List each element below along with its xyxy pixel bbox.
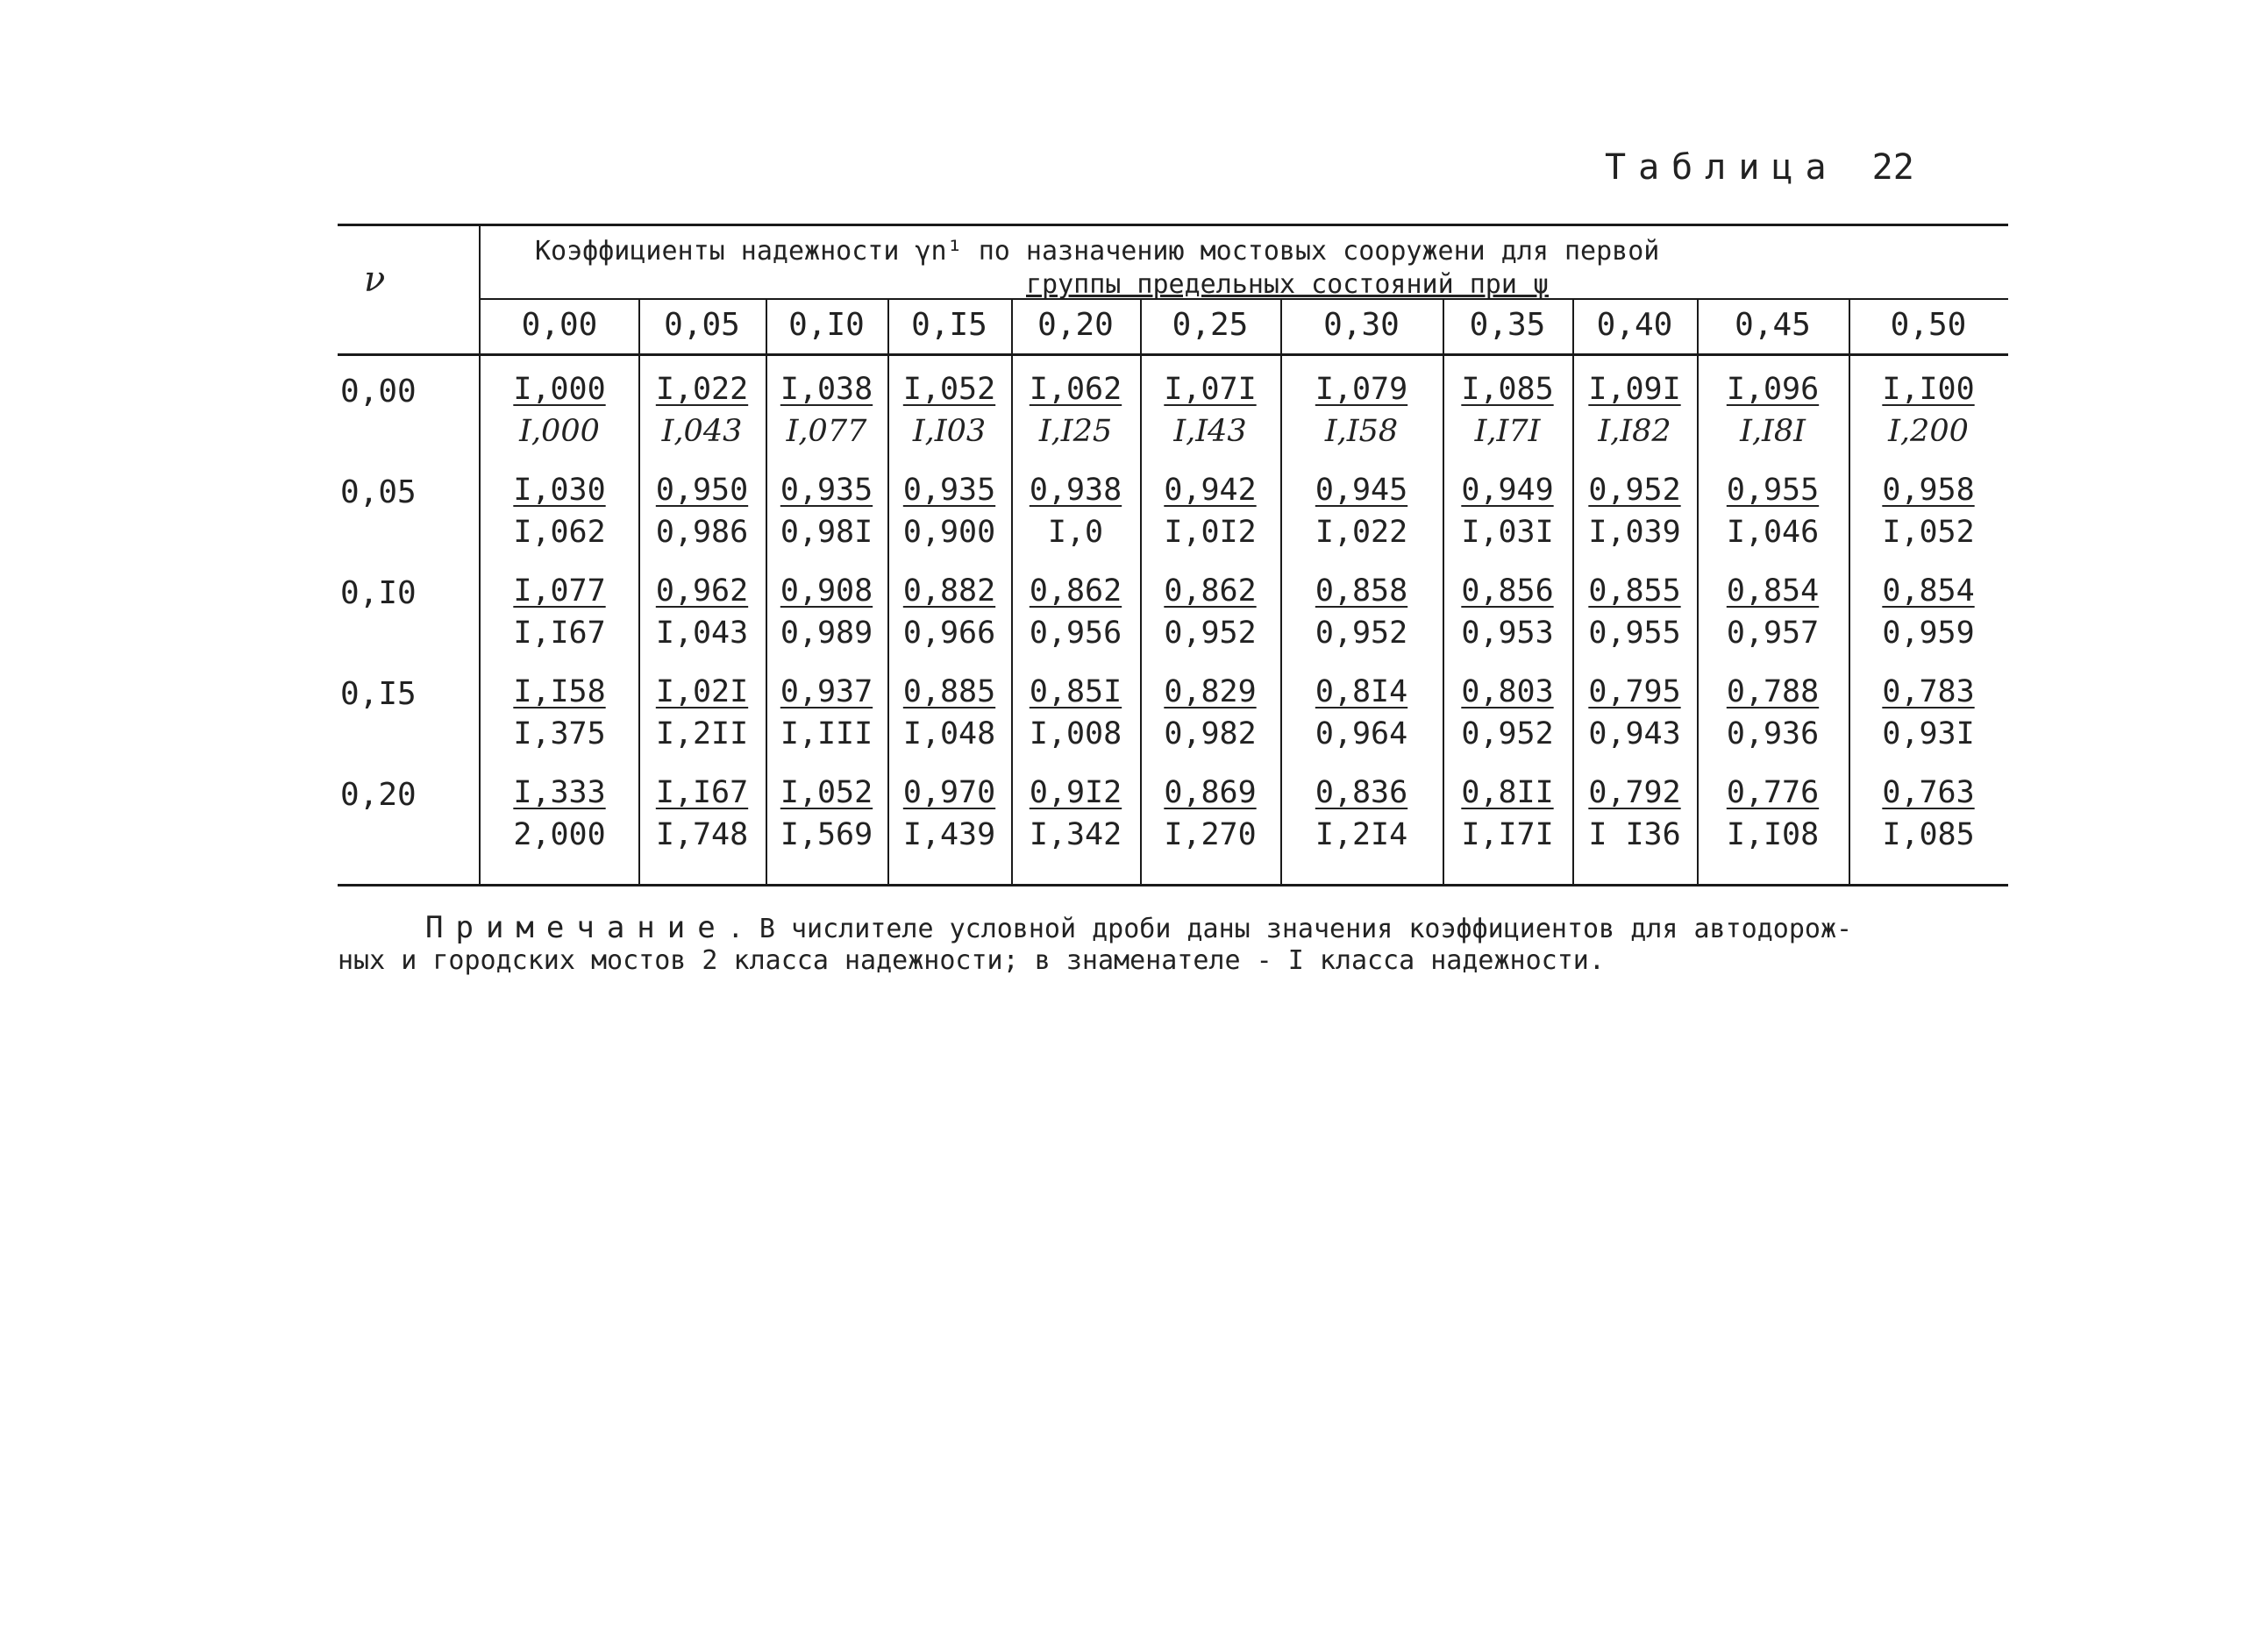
table-cell (1697, 772, 1849, 856)
table-cell (1572, 570, 1697, 654)
cell-denominator: I,048 (902, 716, 996, 751)
table-cell (1572, 671, 1697, 755)
cell-denominator: I,I7I (1461, 817, 1554, 852)
table-cell (1280, 469, 1443, 553)
table-cell (1697, 368, 1849, 452)
cell-denominator: I,000 (519, 414, 600, 449)
table-label-number: 22 (1871, 147, 1914, 188)
cell-numerator: I,052 (780, 775, 873, 810)
cell-numerator: 0,945 (1315, 473, 1408, 508)
cell-denominator: I,270 (1164, 817, 1257, 852)
table-cell (1011, 671, 1140, 755)
cell-denominator: 0,952 (1164, 616, 1257, 651)
cell-numerator: 0,962 (655, 573, 749, 609)
cell-numerator: 0,862 (1164, 573, 1257, 609)
cell-numerator: I,085 (1461, 372, 1554, 407)
table-cell (481, 368, 638, 452)
cell-denominator: I,569 (780, 817, 873, 852)
table-cell (1280, 671, 1443, 755)
table-cell (638, 469, 766, 553)
cell-numerator: 0,788 (1726, 674, 1820, 709)
cell-numerator: 0,9I2 (1029, 775, 1122, 810)
psi-header-cell: 0,25 (1172, 307, 1249, 343)
row-nu-label: 0,00 (340, 374, 417, 409)
table-label (1605, 147, 1914, 188)
cell-denominator: 0,959 (1882, 616, 1975, 651)
cell-numerator: I,077 (513, 573, 606, 609)
cell-denominator: I,0 (1047, 515, 1104, 550)
cell-numerator: 0,869 (1164, 775, 1257, 810)
table-cell (1849, 469, 2008, 553)
cell-numerator: 0,955 (1726, 473, 1820, 508)
cell-denominator: I,2II (655, 716, 749, 751)
cell-denominator: I,03I (1461, 515, 1554, 550)
cell-numerator: 0,803 (1461, 674, 1554, 709)
cell-numerator: 0,935 (780, 473, 873, 508)
cell-numerator: 0,854 (1882, 573, 1975, 609)
cell-denominator: 0,986 (655, 515, 749, 550)
cell-denominator: 0,956 (1029, 616, 1122, 651)
table-cell (766, 368, 887, 452)
cell-denominator: I,046 (1726, 515, 1820, 550)
cell-denominator: I,2I4 (1315, 817, 1408, 852)
table-cell (887, 671, 1011, 755)
cell-numerator: I,038 (780, 372, 873, 407)
table-cell (1280, 772, 1443, 856)
nu-column-header: ν (364, 260, 386, 300)
cell-denominator: I,342 (1029, 817, 1122, 852)
cell-numerator: I,079 (1315, 372, 1408, 407)
table-cell (1140, 570, 1280, 654)
note-lead: Примечание (425, 910, 728, 945)
table-bottom-rule (338, 884, 2008, 887)
cell-denominator: I,200 (1888, 414, 1969, 449)
cell-denominator: 0,966 (902, 616, 996, 651)
cell-denominator: I,039 (1588, 515, 1681, 550)
cell-denominator: I,0I2 (1164, 515, 1257, 550)
table-cell (1140, 469, 1280, 553)
cell-denominator: I,748 (655, 817, 749, 852)
cell-numerator: I,02I (655, 674, 749, 709)
cell-numerator: 0,862 (1029, 573, 1122, 609)
table-cell (1849, 671, 2008, 755)
table-cell (1011, 570, 1140, 654)
cell-denominator: I,I7I (1474, 414, 1541, 449)
cell-denominator: I,I25 (1038, 414, 1113, 449)
cell-denominator: 0,989 (780, 616, 873, 651)
cell-numerator: 0,763 (1882, 775, 1975, 810)
psi-header-cell: 0,20 (1037, 307, 1114, 343)
table-cell (766, 469, 887, 553)
cell-denominator: 0,957 (1726, 616, 1820, 651)
table-cell (1572, 772, 1697, 856)
cell-denominator: I,III (780, 716, 873, 751)
cell-numerator: 0,836 (1315, 775, 1408, 810)
table-cell (1140, 671, 1280, 755)
row-nu-label: 0,I0 (340, 575, 417, 611)
table-cell (1697, 570, 1849, 654)
cell-denominator: I,085 (1882, 817, 1975, 852)
cell-numerator: I,030 (513, 473, 606, 508)
psi-header-cell: 0,I0 (788, 307, 865, 343)
cell-denominator: I I36 (1588, 817, 1681, 852)
table-label-word: Таблица (1605, 147, 1839, 188)
header-bottom-rule (338, 353, 2008, 356)
table-cell (1011, 772, 1140, 856)
table-cell (1280, 570, 1443, 654)
psi-header-cell: 0,30 (1323, 307, 1400, 343)
cell-numerator: 0,854 (1726, 573, 1820, 609)
cell-denominator: I,375 (513, 716, 606, 751)
cell-denominator: 0,953 (1461, 616, 1554, 651)
header-title-line1: Коэффициенты надежности γn¹ по назначению мостовых сооружени для первой (535, 236, 1660, 267)
table-cell (887, 570, 1011, 654)
cell-numerator: I,052 (902, 372, 996, 407)
cell-numerator: 0,970 (902, 775, 996, 810)
table-note (338, 912, 2039, 977)
psi-header-cell: 0,05 (664, 307, 740, 343)
cell-numerator: 0,942 (1164, 473, 1257, 508)
table-cell (638, 772, 766, 856)
cell-denominator: 0,936 (1726, 716, 1820, 751)
cell-numerator: I,062 (1029, 372, 1122, 407)
cell-denominator: I,439 (902, 817, 996, 852)
cell-numerator: 0,952 (1588, 473, 1681, 508)
table-cell (1140, 368, 1280, 452)
cell-numerator: 0,858 (1315, 573, 1408, 609)
table-cell (1011, 469, 1140, 553)
cell-denominator: I,062 (513, 515, 606, 550)
cell-numerator: I,022 (655, 372, 749, 407)
cell-denominator: I,077 (786, 414, 867, 449)
cell-denominator: I,022 (1315, 515, 1408, 550)
cell-numerator: 0,935 (902, 473, 996, 508)
cell-denominator: 0,982 (1164, 716, 1257, 751)
cell-denominator: I,008 (1029, 716, 1122, 751)
cell-denominator: 0,952 (1315, 616, 1408, 651)
header-title-line2: группы предельных состояний при ψ (1026, 269, 1550, 300)
cell-denominator: 2,000 (513, 817, 606, 852)
cell-numerator: 0,937 (780, 674, 873, 709)
cell-denominator: I,I67 (513, 616, 606, 651)
table-cell (1443, 671, 1572, 755)
table-cell (1849, 570, 2008, 654)
table-cell (1011, 368, 1140, 452)
table-cell (887, 469, 1011, 553)
cell-numerator: I,000 (513, 372, 606, 407)
cell-numerator: 0,855 (1588, 573, 1681, 609)
table-cell (481, 772, 638, 856)
table-cell (887, 772, 1011, 856)
table-cell (1443, 469, 1572, 553)
table-cell (1140, 772, 1280, 856)
table-cell (1697, 469, 1849, 553)
psi-header-cell: 0,I5 (911, 307, 987, 343)
table-cell (638, 368, 766, 452)
psi-header-cell: 0,50 (1890, 307, 1967, 343)
row-nu-label: 0,I5 (340, 676, 417, 712)
cell-denominator: I,I58 (1324, 414, 1399, 449)
cell-denominator: 0,93I (1882, 716, 1975, 751)
cell-numerator: 0,8I4 (1315, 674, 1408, 709)
cell-numerator: 0,908 (780, 573, 873, 609)
table-cell (481, 570, 638, 654)
row-nu-label: 0,20 (340, 777, 417, 813)
cell-numerator: 0,882 (902, 573, 996, 609)
psi-header-cell: 0,45 (1735, 307, 1811, 343)
table-cell (638, 570, 766, 654)
cell-numerator: 0,950 (655, 473, 749, 508)
table-cell (1443, 368, 1572, 452)
cell-numerator: 0,949 (1461, 473, 1554, 508)
cell-numerator: I,I58 (513, 674, 606, 709)
table-cell (766, 772, 887, 856)
cell-numerator: 0,958 (1882, 473, 1975, 508)
cell-numerator: 0,938 (1029, 473, 1122, 508)
cell-numerator: I,096 (1726, 372, 1820, 407)
table-cell (1849, 772, 2008, 856)
table-cell (1280, 368, 1443, 452)
table-top-rule (338, 224, 2008, 226)
table-cell (481, 469, 638, 553)
cell-denominator: I,052 (1882, 515, 1975, 550)
cell-numerator: 0,885 (902, 674, 996, 709)
cell-numerator: I,07I (1164, 372, 1257, 407)
table-cell (766, 671, 887, 755)
cell-numerator: 0,85I (1029, 674, 1122, 709)
cell-denominator: I,043 (655, 616, 749, 651)
psi-header-cell: 0,40 (1596, 307, 1673, 343)
cell-denominator: I,I43 (1173, 414, 1247, 449)
cell-numerator: I,I00 (1882, 372, 1975, 407)
table-cell (1572, 469, 1697, 553)
cell-numerator: I,333 (513, 775, 606, 810)
cell-denominator: 0,98I (780, 515, 873, 550)
table-cell (638, 671, 766, 755)
row-nu-label: 0,05 (340, 474, 417, 510)
cell-denominator: I,I08 (1726, 817, 1820, 852)
cell-numerator: 0,792 (1588, 775, 1681, 810)
table-cell (887, 368, 1011, 452)
table-cell (481, 671, 638, 755)
table-cell (1443, 772, 1572, 856)
cell-numerator: 0,776 (1726, 775, 1820, 810)
note-line1: . В числителе условной дроби даны значения коэффициентов для автодорож- (727, 914, 1853, 944)
table-cell (1849, 368, 2008, 452)
table-cell (766, 570, 887, 654)
cell-numerator: 0,8II (1461, 775, 1554, 810)
cell-denominator: I,043 (661, 414, 743, 449)
cell-denominator: I,I82 (1598, 414, 1671, 449)
note-line2: ных и городских мостов 2 класса надежности; в знаменателе - I класса надежности. (338, 945, 1605, 976)
cell-numerator: 0,856 (1461, 573, 1554, 609)
cell-denominator: 0,964 (1315, 716, 1408, 751)
cell-denominator: 0,900 (902, 515, 996, 550)
cell-numerator: I,09I (1588, 372, 1681, 407)
header-title (535, 235, 1956, 302)
cell-denominator: 0,943 (1588, 716, 1681, 751)
table-cell (1572, 368, 1697, 452)
psi-header-cell: 0,00 (521, 307, 598, 343)
cell-numerator: 0,795 (1588, 674, 1681, 709)
cell-numerator: I,I67 (655, 775, 749, 810)
table-cell (1697, 671, 1849, 755)
cell-numerator: 0,829 (1164, 674, 1257, 709)
cell-denominator: I,I03 (912, 414, 987, 449)
psi-header-cell: 0,35 (1469, 307, 1546, 343)
cell-denominator: 0,952 (1461, 716, 1554, 751)
cell-numerator: 0,783 (1882, 674, 1975, 709)
table-cell (1443, 570, 1572, 654)
cell-denominator: I,I8I (1740, 414, 1806, 449)
cell-denominator: 0,955 (1588, 616, 1681, 651)
